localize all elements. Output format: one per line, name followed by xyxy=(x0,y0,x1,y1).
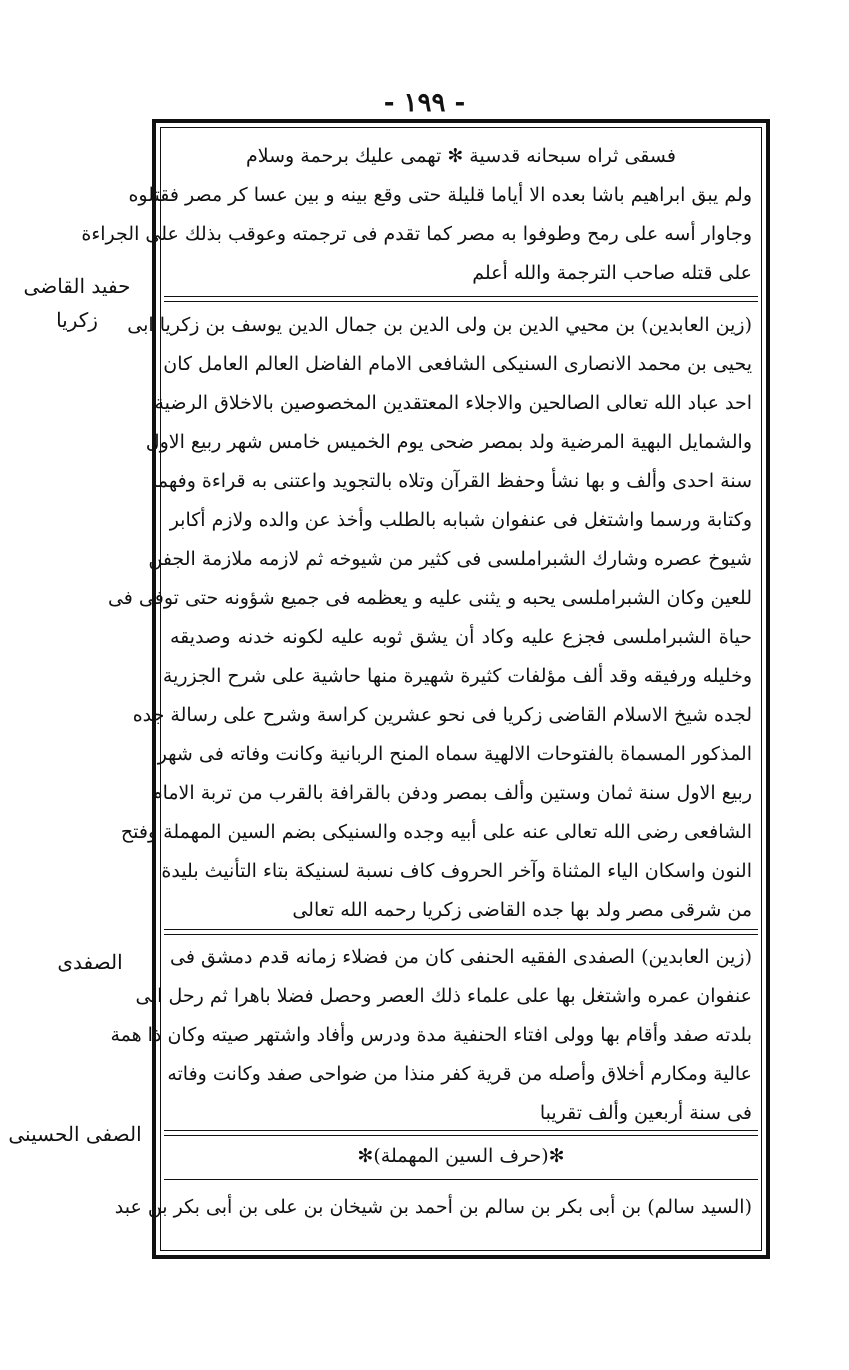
text-line: سنة احدى وألف و بها نشأ وحفظ القرآن وتلاه بالتجويد واعتنى به قراءة وفهما xyxy=(152,470,752,492)
text-line: عالية ومكارم أخلاق وأصله من قرية كفر منذا من ضواحى صفد وكانت وفاته xyxy=(167,1063,752,1085)
text-line: على قتله صاحب الترجمة والله أعلم xyxy=(472,262,752,284)
text-line: عنفوان عمره واشتغل بها على علماء ذلك العصر وحصل فضلا باهرا ثم رحل الى xyxy=(135,985,752,1007)
text-line: والشمايل البهية المرضية ولد بمصر ضحى يوم الخميس خامس شهر ربيع الاول xyxy=(145,431,752,453)
text-line: (السيد سالم) بن أبى بكر بن سالم بن أحمد بن شيخان بن على بن أبى بكر بن عبد xyxy=(114,1196,752,1218)
margin-note-line: حفيد القاضى xyxy=(23,274,131,298)
text-line: لجده شيخ الاسلام القاضى زكريا فى نحو عشرين كراسة وشرح على رسالة جده xyxy=(132,704,752,726)
text-line: احد عباد الله تعالى الصالحين والاجلاء المعتقدين المخصوصين بالاخلاق الرضية xyxy=(154,392,752,414)
margin-note-line: الصفدى xyxy=(57,950,123,974)
text-line: وكتابة ورسما واشتغل فى عنفوان شبابه بالطلب وأخذ عن والده ولازم أكابر xyxy=(169,509,752,531)
text-line: ولم يبق ابراهيم باشا بعده الا أياما قليلة حتى وقع بينه و بين عسا كر مصر فقتلوه xyxy=(128,184,752,206)
entry-zayn-al-abidin-sunayki xyxy=(107,306,752,930)
page-number: - ١٩٩ - xyxy=(383,88,466,118)
text-line: النون واسكان الياء المثناة وآخر الحروف كاف نسبة لسنيكة بتاء التأنيث بليدة xyxy=(161,860,752,882)
entry-zayn-al-abidin-safadi xyxy=(110,938,752,1133)
text-line: شيوخ عصره وشارك الشبراملسى فى كثير من شيوخه ثم لازمه ملازمة الجفن xyxy=(148,548,752,570)
text-line: وجاوار أسه على رمح وطوفوا به مصر كما تقدم فى ترجمته وعوقب بذلك على الجراءة xyxy=(81,223,752,245)
text-line: المذكور المسماة بالفتوحات الالهية سماه المنح الربانية وكانت وفاته فى شهر xyxy=(157,743,752,765)
text-line: الشافعى رضى الله تعالى عنه على أبيه وجده والسنيكى بضم السين المهملة وفتح xyxy=(120,821,752,843)
text-line: وخليله ورفيقه وقد ألف مؤلفات كثيرة شهيرة منها حاشية على شرح الجزرية xyxy=(162,665,752,687)
margin-note-hafid-al-qadi xyxy=(12,274,142,332)
text-line: يحيى بن محمد الانصارى السنيكى الشافعى الامام الفاضل العالم العامل كان xyxy=(163,353,752,375)
section-heading: ✻(حرف السين المهملة)✻ xyxy=(357,1145,565,1167)
entry-sayyid-salim xyxy=(114,1188,752,1227)
margin-note-line: زكريا xyxy=(56,308,98,332)
margin-note-safi-husayni xyxy=(2,1122,148,1146)
text-line: من شرقى مصر ولد بها جده القاضى زكريا رحمه الله تعالى xyxy=(292,899,752,921)
text-line: حياة الشبراملسى فجزع عليه وكاد أن يشق ثوبه عليه لكونه خدنه وصديقه xyxy=(170,626,752,648)
margin-note-safadi xyxy=(40,950,140,974)
section-divider xyxy=(164,1179,758,1180)
text-line: فى سنة أربعين وألف تقريبا xyxy=(539,1102,752,1124)
text-line: بلدته صفد وأقام بها وولى افتاء الحنفية مدة ودرس وأفاد واشتهر صيته وكان ذا همة xyxy=(110,1024,752,1046)
text-line: ربيع الاول سنة ثمان وستين وألف بمصر ودفن بالقرافة بالقرب من تربة الامام xyxy=(150,782,752,804)
section-heading-sin xyxy=(170,1137,752,1176)
margin-note-line: الصفى الحسينى xyxy=(8,1122,142,1146)
text-line: (زين العابدين) بن محيي الدين بن ولى الدين بن جمال الدين يوسف بن زكريا ابى xyxy=(127,314,752,336)
section-divider xyxy=(164,296,758,302)
section-divider xyxy=(164,929,758,935)
entry-previous-ending xyxy=(81,137,752,293)
section-divider xyxy=(164,1130,758,1136)
poem-line: فسقى ثراه سبحانه قدسية ✻ تهمى عليك برحمة وسلام xyxy=(246,145,676,167)
text-line: للعين وكان الشبراملسى يحبه و يثنى عليه و يعظمه فى جميع شؤونه حتى توفى فى xyxy=(107,587,752,609)
text-line: (زين العابدين) الصفدى الفقيه الحنفى كان من فضلاء زمانه قدم دمشق فى xyxy=(170,946,752,968)
